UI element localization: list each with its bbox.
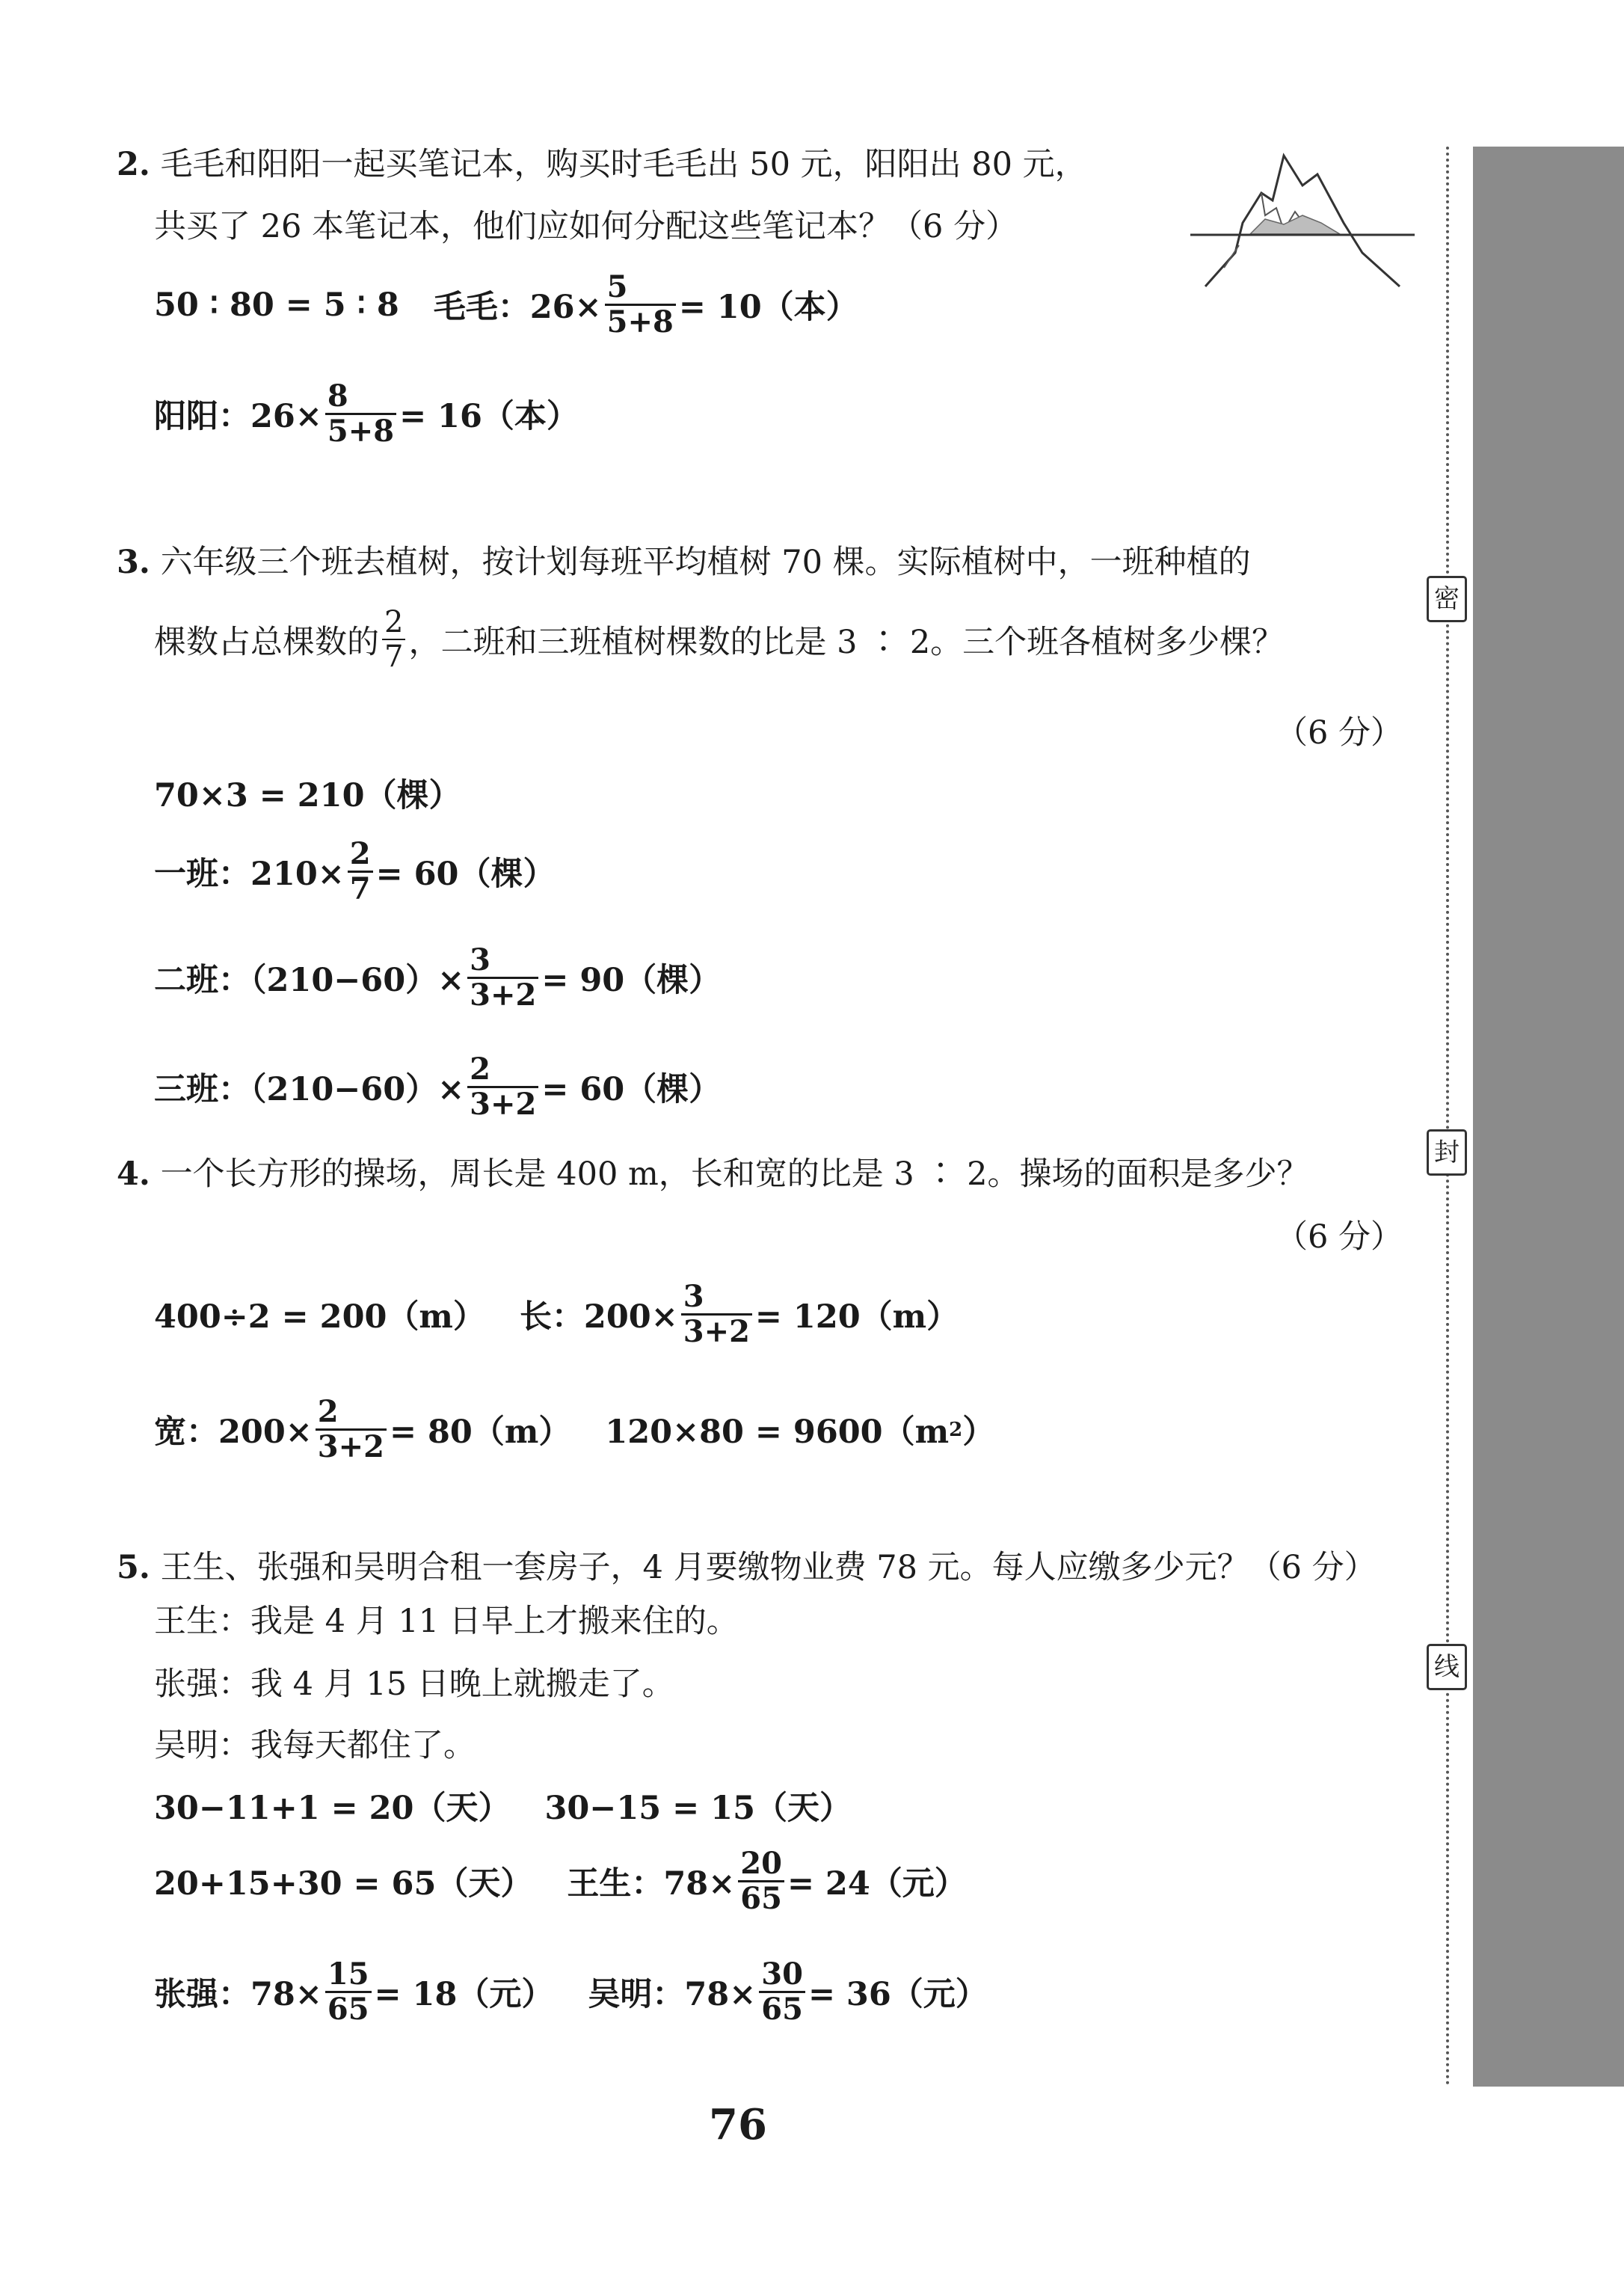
q3-line2-pre: 棵数占总棵数的: [154, 623, 379, 661]
mountain-illustration: [1190, 141, 1415, 290]
fraction-denominator: 5+8: [606, 304, 674, 340]
q2-line2: 共买了 26 本笔记本，他们应如何分配这些笔记本？（6 分）: [154, 208, 1018, 245]
q2-maomao-result: = 10（本）: [678, 289, 858, 326]
q2-maomao-label: 毛毛：26×: [433, 289, 602, 326]
q3-solution-3: [154, 944, 721, 1012]
q2-solution-1: [154, 271, 858, 339]
q3-class1-fraction: [348, 838, 373, 906]
q3-line2-post: ，二班和三班植树棵数的比是 3 ∶ 2。三个班各植树多少棵？: [408, 623, 1285, 661]
q5-wangsheng-result: = 24（元）: [787, 1865, 967, 1903]
q5-number: 5.: [117, 1549, 150, 1586]
q4-text-line1: [117, 1152, 1308, 1197]
q3-class3-fraction: [467, 1053, 538, 1121]
q2-line1: 毛毛和阳阳一起买笔记本，购买时毛毛出 50 元，阳阳出 80 元，: [160, 146, 1087, 183]
q5-zhangqiang-fraction: [325, 1958, 372, 2026]
q5-zhangqiang-days: 30−15 = 15（天）: [544, 1790, 852, 1827]
fraction-numerator: 2: [348, 838, 373, 873]
page-number: 76: [709, 2100, 767, 2149]
q2-yangyang-fraction: [325, 380, 396, 448]
q4-half-perimeter: 400÷2 = 200（m）: [154, 1298, 485, 1336]
q3-class1-label: 一班：210×: [154, 856, 345, 893]
binding-dotted-line: [1446, 147, 1449, 2087]
fraction-numerator: 3: [467, 944, 538, 979]
q3-class1-result: = 60（棵）: [375, 856, 556, 893]
binding-sidebar: [1473, 147, 1624, 2087]
q3-number: 3.: [117, 544, 150, 581]
fraction-numerator: 20: [738, 1847, 784, 1882]
q4-line1: 一个长方形的操场，周长是 400 m，长和宽的比是 3 ∶ 2。操场的面积是多少？: [160, 1155, 1309, 1193]
q3-text-line1: [117, 540, 1251, 585]
fraction-denominator: 3+2: [317, 1429, 384, 1464]
q5-zhangqiang-result: = 18（元）: [374, 1976, 554, 2013]
binding-seal-mi: 密: [1427, 576, 1467, 622]
q3-class2-fraction: [467, 944, 538, 1012]
q4-score: （6 分）: [1276, 1218, 1403, 1256]
fraction-denominator: 3+2: [683, 1314, 750, 1349]
q3-text-line2: [154, 606, 1284, 673]
q4-number: 4.: [117, 1155, 150, 1193]
q5-wuming-label: 吴明：78×: [588, 1976, 757, 2013]
fraction-denominator: 3+2: [470, 977, 537, 1013]
q4-width-fraction: [316, 1396, 387, 1464]
q4-length-fraction: [681, 1280, 752, 1348]
q5-solution-1: [154, 1783, 852, 1829]
q5-line1: 王生、张强和吴明合租一套房子，4 月要缴物业费 78 元。每人应缴多少元？（6 分）: [160, 1549, 1377, 1586]
q5-wuming-result: = 36（元）: [808, 1976, 988, 2013]
q2-yangyang-result: = 16（本）: [399, 398, 579, 435]
q2-number: 2.: [117, 146, 150, 183]
q4-length-result: = 120（m）: [754, 1298, 959, 1336]
q4-width-label: 宽：200×: [154, 1413, 313, 1451]
q3-class2-label: 二班：（210−60）×: [154, 962, 465, 999]
q5-line2: 王生：我是 4 月 11 日早上才搬来住的。: [154, 1603, 739, 1640]
fraction-numerator: 15: [325, 1958, 372, 1993]
fraction-denominator: 3+2: [470, 1087, 537, 1122]
q2-text-line1: [117, 142, 1087, 187]
fraction-numerator: 30: [759, 1958, 805, 1993]
q5-wangsheng-days: 30−11+1 = 20（天）: [154, 1790, 511, 1827]
q4-solution-2: [154, 1396, 994, 1464]
q3-solution-1: 70×3 = 210（棵）: [154, 777, 461, 814]
q3-class2-result: = 90（棵）: [541, 962, 722, 999]
q3-solution-2: [154, 838, 555, 906]
q5-wangsheng-label: 王生：78×: [567, 1865, 736, 1903]
q5-wuming-fraction: [759, 1958, 805, 2026]
q5-line3: 张强：我 4 月 15 日晚上就搬走了。: [154, 1666, 674, 1703]
q5-total-days: 20+15+30 = 65（天）: [154, 1865, 533, 1903]
q3-solution-4: [154, 1053, 721, 1121]
q4-length-label: 长：200×: [519, 1298, 678, 1336]
q5-solution-2: [154, 1847, 967, 1915]
q3-score: （6 分）: [1276, 714, 1403, 752]
q3-line2-fraction: [382, 606, 405, 673]
fraction-denominator: 7: [384, 639, 404, 674]
q4-area-exponent: 2: [949, 1418, 963, 1441]
q2-ratio: 50 ∶ 80 = 5 ∶ 8: [154, 286, 399, 324]
binding-seal-xian: 线: [1427, 1644, 1467, 1690]
q4-area-close: ）: [962, 1413, 995, 1451]
fraction-numerator: 8: [325, 380, 396, 415]
fraction-numerator: 5: [605, 271, 676, 306]
q5-solution-3: [154, 1958, 988, 2026]
q4-solution-1: [154, 1280, 959, 1348]
q2-maomao-fraction: [605, 271, 676, 339]
fraction-numerator: 2: [467, 1053, 538, 1088]
q5-zhangqiang-label: 张强：78×: [154, 1976, 322, 2013]
fraction-denominator: 65: [740, 1881, 782, 1916]
fraction-denominator: 65: [761, 1992, 803, 2027]
q4-width-result: = 80（m）: [389, 1413, 571, 1451]
binding-seal-feng: 封: [1427, 1129, 1467, 1176]
q5-text-line1: [117, 1545, 1377, 1590]
q3-class3-label: 三班：（210−60）×: [154, 1071, 465, 1108]
q2-yangyang-label: 阳阳：26×: [154, 398, 322, 435]
q2-solution-2: [154, 380, 579, 448]
fraction-denominator: 5+8: [327, 414, 395, 449]
q4-area: 120×80 = 9600（m: [605, 1413, 950, 1451]
q3-class3-result: = 60（棵）: [541, 1071, 722, 1108]
fraction-denominator: 7: [349, 871, 371, 906]
q5-wangsheng-fraction: [738, 1847, 784, 1915]
fraction-denominator: 65: [327, 1992, 369, 2027]
q5-line4: 吴明：我每天都住了。: [154, 1727, 476, 1764]
q3-line1: 六年级三个班去植树，按计划每班平均植树 70 棵。实际植树中，一班种植的: [160, 544, 1251, 581]
fraction-numerator: 2: [382, 606, 405, 640]
fraction-numerator: 3: [681, 1280, 752, 1316]
fraction-numerator: 2: [316, 1396, 387, 1431]
